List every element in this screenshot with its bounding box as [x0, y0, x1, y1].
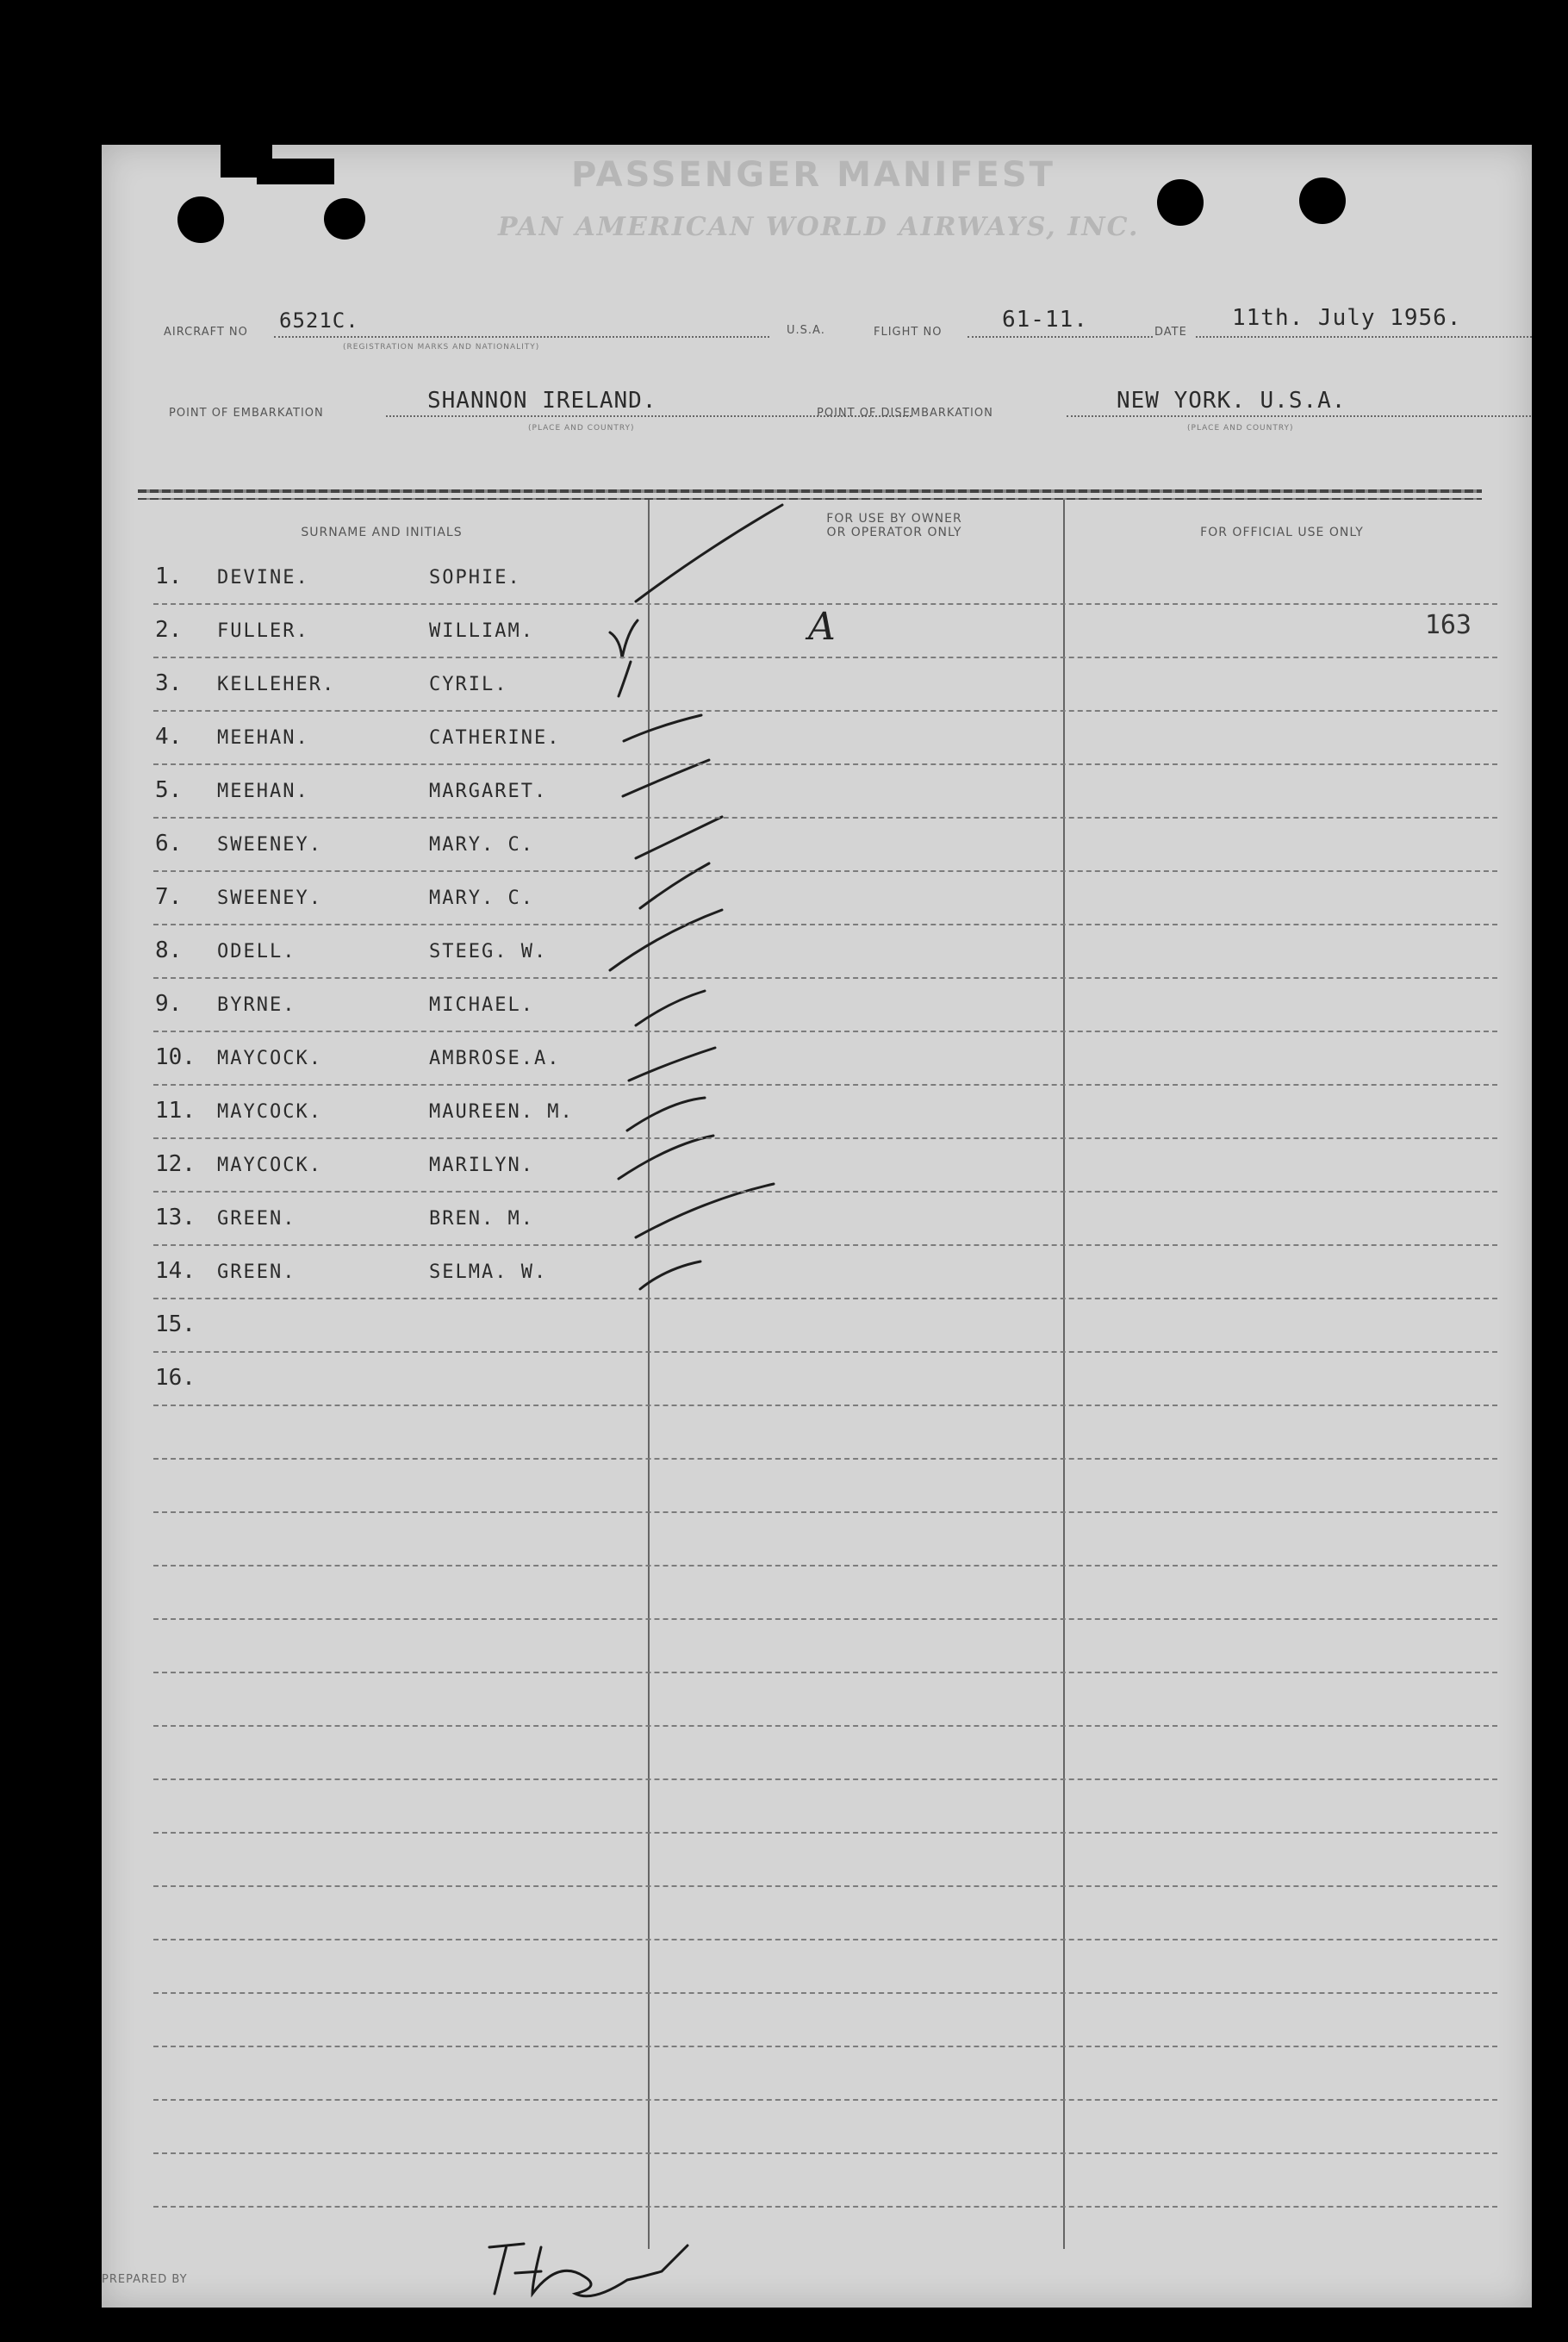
row-rule	[153, 1244, 1497, 1246]
passenger-surname: MAYCOCK.	[217, 1155, 322, 1176]
tick-mark	[619, 662, 631, 696]
row-rule	[153, 2099, 1497, 2101]
row-rule	[153, 870, 1497, 872]
row-number: 9.	[155, 991, 183, 1017]
row-rule	[153, 1458, 1497, 1460]
flight-value: 61-11.	[1002, 307, 1088, 333]
row-number: 5.	[155, 777, 183, 803]
row-rule	[153, 1405, 1497, 1406]
handwritten-ticks	[102, 145, 1532, 2308]
row-rule	[153, 1084, 1497, 1086]
passenger-surname: MEEHAN.	[217, 727, 309, 749]
passenger-given-name: CYRIL.	[429, 674, 508, 695]
operator-code: A	[808, 605, 836, 649]
row-number: 8.	[155, 937, 183, 963]
row-number: 4.	[155, 724, 183, 750]
manifest-page	[102, 145, 1532, 2308]
row-rule	[153, 1725, 1497, 1727]
passenger-surname: MAYCOCK.	[217, 1048, 322, 1069]
passenger-given-name: MARY. C.	[429, 834, 534, 856]
row-number: 6.	[155, 831, 183, 856]
row-number: 12.	[155, 1151, 196, 1177]
row-rule	[153, 710, 1497, 712]
passenger-surname: GREEN.	[217, 1208, 296, 1230]
embarkation-value: SHANNON IRELAND.	[427, 388, 657, 414]
row-rule	[153, 1778, 1497, 1780]
row-rule	[153, 817, 1497, 819]
passenger-surname: FULLER.	[217, 620, 309, 642]
row-rule	[153, 1565, 1497, 1567]
tick-mark	[636, 817, 722, 858]
disembarkation-value: NEW YORK. U.S.A.	[1117, 388, 1347, 414]
row-rule	[153, 1351, 1497, 1353]
passenger-surname: MEEHAN.	[217, 781, 309, 802]
passenger-given-name: BREN. M.	[429, 1208, 534, 1230]
tick-mark	[610, 910, 722, 970]
aircraft-label: AIRCRAFT NO	[164, 326, 248, 339]
passenger-given-name: AMBROSE.A.	[429, 1048, 561, 1069]
row-number: 13.	[155, 1205, 196, 1230]
flight-label: FLIGHT NO	[874, 326, 943, 339]
tick-mark	[636, 991, 705, 1025]
row-rule	[153, 1832, 1497, 1834]
passenger-given-name: MAUREEN. M.	[429, 1101, 574, 1123]
passenger-given-name: CATHERINE.	[429, 727, 561, 749]
form-title: PASSENGER MANIFEST	[571, 155, 1055, 195]
usa-label: U.S.A.	[787, 324, 825, 337]
passenger-surname: DEVINE.	[217, 567, 309, 589]
disembarkation-label: POINT OF DISEMBARKATION	[817, 407, 993, 420]
row-rule	[153, 1511, 1497, 1513]
passenger-given-name: SOPHIE.	[429, 567, 521, 589]
row-number: 10.	[155, 1044, 196, 1070]
passenger-given-name: WILLIAM.	[429, 620, 534, 642]
row-rule	[153, 2152, 1497, 2154]
tick-mark	[629, 1048, 715, 1081]
row-rule	[153, 1298, 1497, 1299]
passenger-surname: KELLEHER.	[217, 674, 336, 695]
passenger-given-name: MARY. C.	[429, 888, 534, 909]
row-rule	[153, 1885, 1497, 1887]
row-number: 3.	[155, 670, 183, 696]
passenger-surname: SWEENEY.	[217, 834, 322, 856]
official-number: 163	[1424, 610, 1472, 640]
row-number: 15.	[155, 1311, 196, 1337]
aircraft-sub: (REGISTRATION MARKS AND NATIONALITY)	[343, 343, 540, 352]
tick-mark	[640, 1261, 700, 1289]
prepared-by-label: PREPARED BY	[102, 2273, 188, 2286]
date-label: DATE	[1154, 326, 1187, 339]
row-rule	[153, 2206, 1497, 2208]
disembarkation-sub: (PLACE AND COUNTRY)	[1187, 424, 1294, 433]
row-number: 7.	[155, 884, 183, 910]
passenger-given-name: MARILYN.	[429, 1155, 534, 1176]
row-rule	[153, 657, 1497, 658]
row-rule	[153, 977, 1497, 979]
passenger-surname: SWEENEY.	[217, 888, 322, 909]
aircraft-value: 6521C.	[279, 308, 359, 333]
passenger-surname: MAYCOCK.	[217, 1101, 322, 1123]
owner-column-header-line1: FOR USE BY OWNER	[826, 512, 962, 526]
passenger-given-name: STEEG. W.	[429, 941, 548, 962]
row-rule	[153, 1137, 1497, 1139]
passenger-surname: BYRNE.	[217, 994, 296, 1016]
tick-mark	[627, 1098, 705, 1131]
owner-column-header-line2: OR OPERATOR ONLY	[826, 526, 962, 539]
row-number: 1.	[155, 564, 183, 589]
passenger-surname: GREEN.	[217, 1261, 296, 1283]
date-value: 11th. July 1956.	[1232, 305, 1462, 331]
tick-mark	[624, 715, 701, 741]
tick-mark	[636, 505, 782, 601]
company-name: PAN AMERICAN WORLD AIRWAYS, INC.	[498, 212, 1140, 242]
passenger-given-name: MICHAEL.	[429, 994, 534, 1016]
row-number: 16.	[155, 1365, 196, 1391]
passenger-surname: ODELL.	[217, 941, 296, 962]
passenger-given-name: MARGARET.	[429, 781, 548, 802]
embarkation-label: POINT OF EMBARKATION	[169, 407, 324, 420]
row-rule	[153, 1672, 1497, 1673]
row-number: 11.	[155, 1098, 196, 1124]
passenger-given-name: SELMA. W.	[429, 1261, 548, 1283]
surname-column-header: SURNAME AND INITIALS	[301, 526, 463, 539]
tick-mark	[610, 620, 638, 658]
signature	[481, 2230, 739, 2299]
tick-mark	[623, 760, 709, 796]
row-number: 14.	[155, 1258, 196, 1284]
row-rule	[153, 603, 1497, 605]
row-rule	[153, 1939, 1497, 1940]
row-rule	[153, 2046, 1497, 2047]
tick-mark	[619, 1136, 713, 1179]
official-column-header: FOR OFFICIAL USE ONLY	[1200, 526, 1364, 539]
row-rule	[153, 763, 1497, 765]
row-rule	[153, 924, 1497, 925]
row-rule	[153, 1191, 1497, 1193]
embarkation-sub: (PLACE AND COUNTRY)	[528, 424, 635, 433]
row-number: 2.	[155, 617, 183, 643]
row-rule	[153, 1618, 1497, 1620]
row-rule	[153, 1992, 1497, 1994]
row-rule	[153, 1031, 1497, 1032]
